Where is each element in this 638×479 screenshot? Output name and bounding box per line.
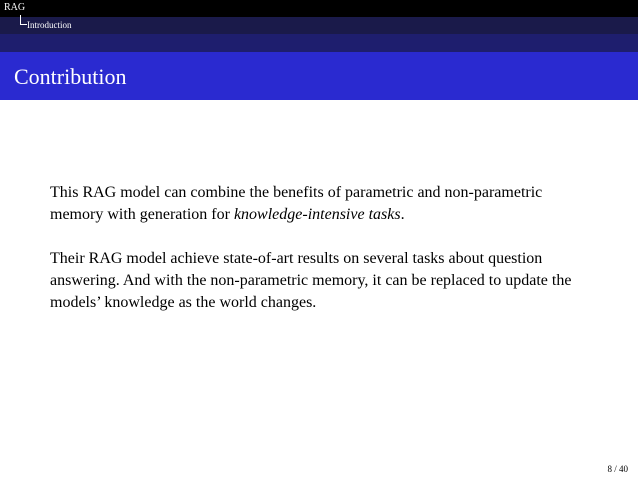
- paragraph-results: Their RAG model achieve state-of-art results on several tasks about question answering. And with the non-parametric memory, it can be replaced to update the models’ knowledge as the world changes.: [50, 250, 572, 311]
- section-title[interactable]: Introduction: [27, 20, 72, 30]
- paragraph-benefits: [50, 182, 590, 226]
- frame-title-bar: [0, 52, 638, 100]
- header-spacer-bar: [0, 34, 638, 52]
- page-number: 8 / 40: [607, 464, 628, 474]
- paragraph-benefits-end: .: [400, 206, 405, 223]
- header-sub-bar: [0, 17, 638, 34]
- deck-title[interactable]: RAG: [4, 2, 26, 13]
- paragraph-benefits-emphasis: knowledge-intensive tasks: [233, 206, 401, 223]
- slide-content: [50, 182, 590, 336]
- paragraph-benefits-text: This RAG model can combine the benefits of parametric and non-parametric memory with generation for: [50, 184, 543, 223]
- frame-title: Contribution: [14, 64, 127, 89]
- header-top-bar: [0, 0, 638, 17]
- tree-branch-icon: [20, 15, 27, 25]
